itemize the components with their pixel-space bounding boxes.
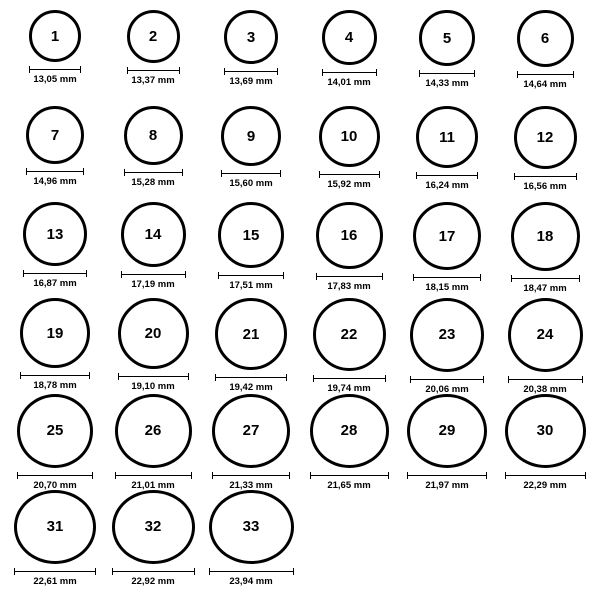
caliper-icon (508, 376, 583, 383)
caliper-icon (313, 375, 386, 382)
ring-size-label: 19 (46, 324, 64, 342)
ring-measure (505, 472, 586, 491)
ring-size-label: 17 (438, 227, 456, 245)
ring-circle-icon (121, 202, 186, 267)
ring-diameter-label: 22,92 mm (131, 575, 175, 587)
ring-diameter-label: 17,19 mm (131, 279, 175, 290)
ring-diameter-label: 18,78 mm (33, 380, 77, 391)
ring-measure (115, 472, 192, 491)
ring-circle-icon (20, 298, 90, 368)
ring-circle-icon (215, 298, 287, 370)
ring-measure (508, 376, 583, 395)
ring-size-label: 33 (242, 518, 260, 536)
ring-measure (514, 173, 577, 192)
caliper-icon (221, 170, 281, 177)
ring-circle-icon (505, 394, 586, 468)
ring-circle-icon (118, 298, 189, 369)
ring-circle-icon (313, 298, 386, 371)
ring-circle-icon (112, 490, 195, 564)
ring-size-cell[interactable] (6, 10, 104, 106)
ring-measure (127, 67, 180, 86)
ring-size-cell[interactable] (104, 490, 202, 586)
ring-circle-icon (517, 10, 574, 67)
ring-size-label: 30 (536, 422, 554, 440)
ring-diameter-label: 20,38 mm (523, 383, 567, 395)
ring-circle-icon (316, 202, 383, 269)
ring-size-label: 3 (246, 28, 256, 46)
ring-size-cell[interactable] (104, 298, 202, 394)
ring-size-cell[interactable] (202, 298, 300, 394)
ring-size-label: 24 (536, 326, 554, 344)
ring-size-label: 26 (144, 422, 162, 440)
ring-measure (511, 275, 580, 294)
ring-measure (29, 66, 81, 85)
ring-size-cell[interactable] (300, 394, 398, 490)
ring-measure (224, 68, 278, 87)
ring-measure (215, 374, 287, 393)
ring-size-label: 32 (144, 518, 162, 536)
ring-diameter-label: 13,05 mm (33, 74, 77, 85)
ring-size-cell[interactable] (202, 106, 300, 202)
ring-diameter-label: 23,94 mm (229, 575, 273, 587)
ring-circle-icon (17, 394, 93, 468)
ring-size-label: 7 (50, 126, 60, 144)
ring-size-cell[interactable] (104, 10, 202, 106)
ring-size-label: 1 (50, 27, 60, 45)
ring-measure (517, 71, 574, 90)
ring-size-cell[interactable] (104, 394, 202, 490)
ring-circle-icon (511, 202, 580, 271)
ring-size-cell[interactable] (496, 394, 594, 490)
ring-measure (413, 274, 481, 293)
ring-size-cell[interactable] (202, 10, 300, 106)
ring-size-cell[interactable] (496, 298, 594, 394)
ring-measure (118, 373, 189, 392)
ring-measure (319, 171, 380, 190)
caliper-icon (416, 172, 478, 179)
ring-diameter-label: 15,60 mm (229, 178, 273, 189)
ring-size-label: 4 (344, 29, 354, 46)
ring-diameter-label: 19,74 mm (327, 383, 371, 394)
ring-size-label: 5 (442, 29, 452, 47)
caliper-icon (20, 372, 90, 379)
ring-size-label: 14 (144, 226, 162, 243)
ring-size-cell[interactable] (300, 10, 398, 106)
ring-measure (23, 270, 87, 289)
ring-size-label: 31 (46, 518, 64, 536)
ring-circle-icon (508, 298, 583, 372)
ring-diameter-label: 18,15 mm (425, 282, 469, 293)
ring-measure (209, 568, 294, 587)
ring-size-label: 9 (246, 127, 256, 145)
ring-circle-icon (23, 202, 87, 266)
caliper-icon (514, 173, 577, 180)
ring-size-label: 2 (148, 28, 158, 45)
ring-circle-icon (224, 10, 278, 64)
ring-size-label: 22 (340, 326, 358, 343)
ring-size-cell[interactable] (202, 490, 300, 586)
caliper-icon (505, 472, 586, 479)
caliper-icon (322, 69, 377, 76)
ring-size-cell[interactable] (300, 202, 398, 298)
ring-measure (14, 568, 96, 587)
ring-size-label: 15 (242, 226, 260, 244)
caliper-icon (224, 68, 278, 75)
ring-measure (407, 472, 487, 491)
ring-diameter-label: 13,69 mm (229, 76, 273, 87)
ring-circle-icon (26, 106, 84, 164)
ring-diameter-label: 19,42 mm (229, 382, 273, 393)
ring-circle-icon (413, 202, 481, 270)
ring-measure (419, 70, 475, 89)
ring-measure (121, 271, 186, 290)
caliper-icon (517, 71, 574, 78)
ring-measure (322, 69, 377, 88)
caliper-icon (14, 568, 96, 575)
caliper-icon (419, 70, 475, 77)
ring-diameter-label: 13,37 mm (131, 75, 175, 86)
ring-measure (410, 376, 484, 395)
ring-circle-icon (319, 106, 380, 167)
ring-measure (221, 170, 281, 189)
caliper-icon (413, 274, 481, 281)
caliper-icon (215, 374, 287, 381)
ring-diameter-label: 14,96 mm (33, 176, 77, 187)
ring-diameter-label: 18,47 mm (523, 283, 567, 294)
ring-size-cell[interactable] (496, 106, 594, 202)
ring-circle-icon (514, 106, 577, 169)
ring-circle-icon (127, 10, 180, 63)
caliper-icon (407, 472, 487, 479)
caliper-icon (310, 472, 389, 479)
ring-size-label: 28 (340, 422, 358, 440)
ring-diameter-label: 21,33 mm (229, 479, 273, 491)
ring-measure (212, 472, 290, 491)
ring-size-label: 25 (46, 422, 64, 440)
caliper-icon (26, 168, 84, 175)
ring-size-cell[interactable] (496, 10, 594, 106)
ring-size-cell[interactable] (202, 202, 300, 298)
ring-size-cell[interactable] (6, 490, 104, 586)
ring-circle-icon (212, 394, 290, 468)
caliper-icon (319, 171, 380, 178)
caliper-icon (118, 373, 189, 380)
ring-size-label: 21 (242, 325, 260, 343)
ring-measure (112, 568, 195, 587)
ring-diameter-label: 17,83 mm (327, 281, 371, 292)
ring-circle-icon (221, 106, 281, 166)
ring-circle-icon (410, 298, 484, 372)
caliper-icon (112, 568, 195, 575)
ring-size-label: 16 (340, 227, 358, 244)
ring-size-grid (6, 10, 594, 586)
ring-size-label: 18 (536, 228, 554, 245)
caliper-icon (212, 472, 290, 479)
ring-diameter-label: 19,10 mm (131, 381, 175, 392)
ring-size-cell[interactable] (202, 394, 300, 490)
caliper-icon (209, 568, 294, 575)
caliper-icon (29, 66, 81, 73)
ring-measure (218, 272, 284, 291)
ring-circle-icon (310, 394, 389, 468)
caliper-icon (218, 272, 284, 279)
caliper-icon (511, 275, 580, 282)
ring-circle-icon (115, 394, 192, 468)
caliper-icon (316, 273, 383, 280)
ring-size-label: 8 (148, 127, 158, 144)
ring-circle-icon (322, 10, 377, 65)
caliper-icon (410, 376, 484, 383)
ring-size-label: 10 (340, 128, 358, 145)
caliper-icon (127, 67, 180, 74)
ring-measure (26, 168, 84, 187)
ring-diameter-label: 14,33 mm (425, 78, 469, 89)
ring-size-cell[interactable] (104, 202, 202, 298)
ring-size-cell[interactable] (300, 106, 398, 202)
ring-circle-icon (416, 106, 478, 168)
ring-diameter-label: 22,29 mm (523, 479, 567, 491)
ring-size-label: 20 (144, 325, 162, 342)
ring-size-label: 27 (242, 422, 260, 440)
ring-size-cell[interactable] (300, 298, 398, 394)
ring-measure (416, 172, 478, 191)
ring-size-label: 12 (536, 129, 554, 146)
ring-circle-icon (407, 394, 487, 468)
ring-size-cell[interactable] (398, 202, 496, 298)
caliper-icon (23, 270, 87, 277)
ring-diameter-label: 15,28 mm (131, 177, 175, 188)
ring-diameter-label: 15,92 mm (327, 179, 371, 190)
ring-diameter-label: 16,87 mm (33, 278, 77, 289)
ring-measure (310, 472, 389, 491)
ring-circle-icon (29, 10, 81, 62)
ring-diameter-label: 22,61 mm (33, 575, 77, 587)
ring-size-label: 11 (439, 128, 455, 146)
ring-size-label: 13 (46, 225, 64, 243)
ring-diameter-label: 21,97 mm (425, 479, 469, 491)
ring-size-cell[interactable] (398, 298, 496, 394)
ring-size-label: 6 (540, 30, 550, 47)
ring-circle-icon (124, 106, 183, 165)
ring-measure (20, 372, 90, 391)
ring-size-cell[interactable] (6, 298, 104, 394)
ring-diameter-label: 20,06 mm (425, 383, 469, 395)
ring-size-cell[interactable] (6, 394, 104, 490)
ring-measure (124, 169, 183, 188)
ring-size-cell[interactable] (398, 394, 496, 490)
ring-size-cell[interactable] (6, 106, 104, 202)
caliper-icon (124, 169, 183, 176)
ring-measure (17, 472, 93, 491)
ring-size-cell[interactable] (104, 106, 202, 202)
ring-measure (313, 375, 386, 394)
ring-circle-icon (419, 10, 475, 66)
ring-size-cell[interactable] (398, 10, 496, 106)
caliper-icon (115, 472, 192, 479)
ring-size-cell[interactable] (6, 202, 104, 298)
ring-circle-icon (218, 202, 284, 268)
ring-diameter-label: 17,51 mm (229, 280, 273, 291)
ring-diameter-label: 14,64 mm (523, 79, 567, 90)
ring-circle-icon (14, 490, 96, 564)
ring-size-label: 23 (438, 326, 456, 344)
ring-size-cell[interactable] (398, 106, 496, 202)
ring-measure (316, 273, 383, 292)
ring-diameter-label: 21,01 mm (131, 479, 175, 491)
ring-diameter-label: 14,01 mm (327, 77, 371, 88)
caliper-icon (17, 472, 93, 479)
ring-diameter-label: 16,56 mm (523, 181, 567, 192)
ring-circle-icon (209, 490, 294, 564)
ring-size-cell[interactable] (496, 202, 594, 298)
ring-diameter-label: 21,65 mm (327, 479, 371, 491)
caliper-icon (121, 271, 186, 278)
ring-size-label: 29 (438, 422, 456, 440)
ring-diameter-label: 16,24 mm (425, 180, 469, 191)
ring-diameter-label: 20,70 mm (33, 479, 77, 491)
